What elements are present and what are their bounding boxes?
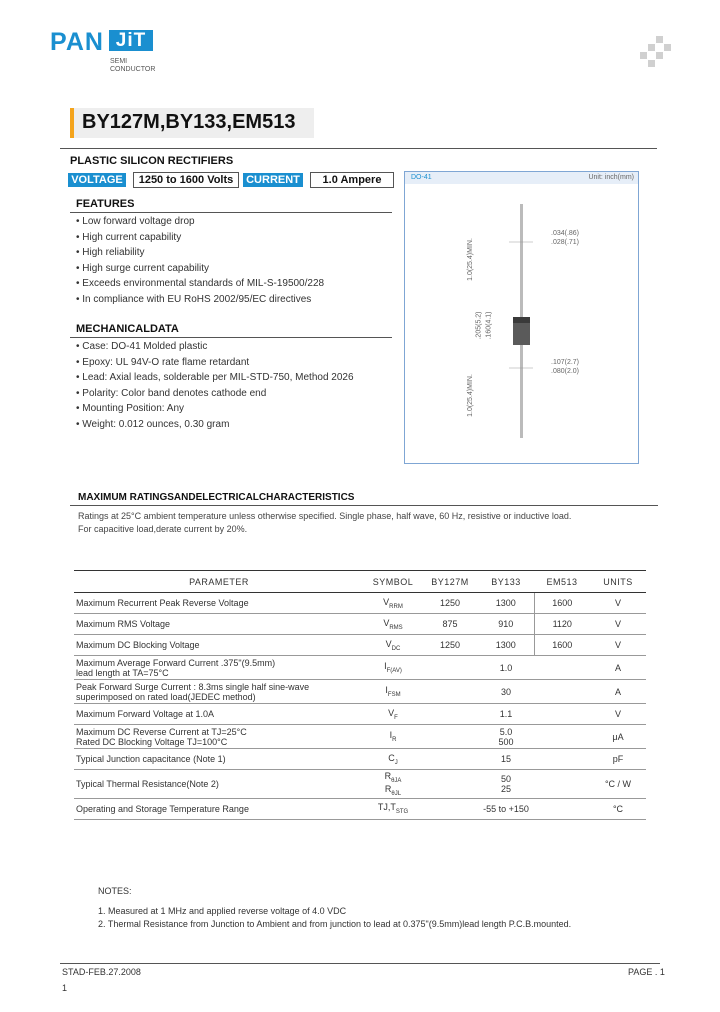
cell-units: V	[590, 614, 646, 635]
cell-symbol	[364, 770, 422, 799]
diode-lead-top	[520, 204, 523, 318]
table-header-row	[74, 571, 646, 593]
diagram-package-label: DO-41	[411, 174, 432, 181]
body-length-2: .160(4.1)	[485, 311, 493, 340]
symbol-sub: F(AV)	[386, 667, 402, 674]
note-1: 1. Measured at 1 MHz and applied reverse voltage of 4.0 VDC	[98, 906, 347, 916]
page-label: PAGE . 1	[628, 967, 665, 977]
cell-value	[422, 656, 590, 680]
symbol-sub: F	[394, 714, 398, 721]
divider	[70, 337, 392, 338]
table-row	[74, 749, 646, 770]
decor-square	[648, 44, 655, 51]
cell-parameter	[74, 635, 364, 656]
diagram-unit-label: Unit: inch(mm)	[588, 174, 634, 181]
logo-pan: PAN	[50, 28, 104, 56]
diode-drawing	[405, 172, 638, 463]
parameter-line: Maximum Recurrent Peak Reverse Voltage	[76, 598, 249, 608]
page-title: BY127M,BY133,EM513	[82, 111, 296, 133]
table-row	[74, 704, 646, 725]
symbol-main: V	[383, 617, 390, 628]
lead-dia-1: .034(.86)	[551, 230, 580, 237]
cell-parameter	[74, 614, 364, 635]
parameter-line: Maximum RMS Voltage	[76, 619, 171, 629]
parameter-line: Typical Thermal Resistance(Note 2)	[76, 778, 219, 789]
cell-units: V	[590, 704, 646, 725]
current-label: CURRENT	[243, 173, 303, 187]
symbol-sub: DC	[391, 645, 401, 652]
ratings-note-1: Ratings at 25°C ambient temperature unless otherwise specified. Single phase, half wave, 60 Hz, resistive or inductive load.	[78, 511, 572, 521]
body-dia-2: .080(2.0)	[551, 368, 580, 375]
logo-jit: JiT	[109, 30, 153, 51]
value-line: -55 to +150	[483, 803, 529, 814]
features-list	[76, 214, 324, 307]
cell-symbol	[364, 725, 422, 749]
symbol-line	[365, 708, 421, 721]
table-row	[74, 770, 646, 799]
col-symbol: SYMBOL	[364, 571, 422, 593]
mechanical-heading: MECHANICALDATA	[76, 323, 179, 335]
cell-symbol	[364, 749, 422, 770]
cell-symbol	[364, 680, 422, 704]
col-by133: BY133	[478, 571, 534, 593]
parameter-line: Maximum Forward Voltage at 1.0A	[76, 709, 215, 719]
value-line: 1.1	[499, 709, 513, 719]
ratings-heading: MAXIMUM RATINGSANDELECTRICALCHARACTERISTICS	[78, 492, 355, 503]
cell-value	[422, 770, 590, 799]
cell-em513: 1600	[534, 593, 590, 614]
page-number: 1	[62, 983, 68, 993]
symbol-sub: J	[394, 759, 398, 766]
cell-em513: 1120	[534, 614, 590, 635]
cell-by133: 910	[478, 614, 534, 635]
cell-parameter	[74, 749, 364, 770]
decor-square	[640, 52, 647, 59]
parameter-line: Rated DC Blocking Voltage TJ=100°C	[76, 736, 228, 747]
symbol-line	[365, 730, 421, 743]
cell-symbol	[364, 798, 422, 819]
symbol-line	[365, 771, 421, 784]
decor-square	[656, 52, 663, 59]
value-line: 5.0	[499, 726, 513, 737]
parameter-line: lead length at TA=75°C	[76, 667, 169, 678]
symbol-main: R	[384, 783, 392, 794]
list-item: • Lead: Axial leads, solderable per MIL-STD-750, Method 2026	[76, 372, 354, 383]
list-item: • Epoxy: UL 94V-O rate flame retardant	[76, 356, 250, 368]
col-em513: EM513	[534, 571, 590, 593]
features-heading: FEATURES	[76, 198, 135, 210]
decor-square	[664, 44, 671, 51]
symbol-sub: θJA	[391, 777, 402, 784]
diode-band-edge	[513, 317, 530, 323]
cell-by133: 1300	[478, 635, 534, 656]
voltage-value: 1250 to 1600 Volts	[133, 172, 239, 188]
list-item: • High surge current capability	[76, 262, 210, 274]
symbol-line	[365, 618, 421, 631]
list-item: • Weight: 0.012 ounces, 0.30 gram	[76, 418, 230, 430]
body-dia-1: .107(2.7)	[551, 359, 580, 366]
list-item: • High reliability	[76, 247, 145, 258]
list-item: • In compliance with EU RoHS 2002/95/EC directives	[76, 293, 312, 305]
parameter-line: Maximum Average Forward Current .375"(9.5mm)	[76, 657, 276, 668]
cell-by127m: 1250	[422, 593, 478, 614]
lead-length-top: 1.0(25.4)MIN.	[466, 238, 474, 281]
current-value: 1.0 Ampere	[310, 172, 394, 188]
parameter-line: Maximum DC Reverse Current at TJ=25°C	[76, 726, 247, 737]
lead-length-bottom: 1.0(25.4)MIN.	[466, 374, 474, 417]
cell-parameter	[74, 798, 364, 819]
cell-parameter	[74, 770, 364, 799]
list-item: • Case: DO-41 Molded plastic	[76, 341, 208, 352]
cell-symbol	[364, 635, 422, 656]
value-line: 25	[500, 783, 511, 794]
parameter-line: superimposed on rated load(JEDEC method)	[76, 691, 256, 702]
symbol-line	[365, 753, 421, 766]
cell-units: A	[590, 680, 646, 704]
cell-value	[422, 704, 590, 725]
symbol-sub: RMS	[389, 624, 403, 631]
cell-parameter	[74, 725, 364, 749]
cell-units: V	[590, 593, 646, 614]
table-row	[74, 635, 646, 656]
symbol-main: V	[385, 638, 392, 649]
cell-symbol	[364, 593, 422, 614]
cell-units: °C / W	[590, 770, 646, 799]
symbol-line	[365, 661, 421, 674]
cell-value	[422, 680, 590, 704]
cell-value	[422, 749, 590, 770]
col-by127m: BY127M	[422, 571, 478, 593]
cell-parameter	[74, 656, 364, 680]
symbol-main: V	[383, 596, 390, 607]
value-line: 50	[500, 773, 511, 784]
table-row	[74, 725, 646, 749]
mechanical-list	[76, 339, 354, 432]
value-line: 1.0	[499, 662, 513, 673]
divider	[70, 505, 658, 506]
table-row	[74, 680, 646, 704]
value-line: 15	[500, 754, 511, 764]
symbol-line	[365, 784, 421, 797]
voltage-label: VOLTAGE	[68, 173, 126, 187]
logo-semi: SEMI	[110, 58, 128, 65]
symbol-main: TJ,T	[377, 802, 396, 813]
cell-parameter	[74, 680, 364, 704]
ratings-note-2: For capacitive load,derate current by 20%.	[78, 524, 248, 534]
list-item: • Mounting Position: Any	[76, 403, 185, 414]
table-row	[74, 614, 646, 635]
symbol-sub: RRM	[389, 603, 403, 610]
parameter-line: Peak Forward Surge Current : 8.3ms single half sine-wave	[76, 681, 310, 692]
cell-parameter	[74, 704, 364, 725]
col-units: UNITS	[590, 571, 646, 593]
cell-by133: 1300	[478, 593, 534, 614]
note-2: 2. Thermal Resistance from Junction to Ambient and from junction to lead at 0.375"(9.5mm)lead length P.C.B.mounted.	[98, 919, 572, 929]
symbol-line	[365, 597, 421, 610]
table-row	[74, 656, 646, 680]
cell-units: μA	[590, 725, 646, 749]
symbol-line	[365, 639, 421, 652]
symbol-sub: θJL	[391, 790, 402, 797]
cell-em513: 1600	[534, 635, 590, 656]
symbol-line	[365, 685, 421, 698]
table-row	[74, 798, 646, 819]
table-row	[74, 593, 646, 614]
symbol-main: V	[388, 707, 395, 718]
ratings-table	[74, 570, 646, 820]
cell-symbol	[364, 704, 422, 725]
symbol-main: I	[389, 730, 393, 741]
divider	[60, 148, 657, 149]
symbol-main: C	[388, 752, 395, 763]
cell-units: pF	[590, 749, 646, 770]
parameter-line: Operating and Storage Temperature Range	[76, 803, 249, 814]
doc-date: STAD-FEB.27.2008	[62, 967, 141, 977]
divider	[70, 212, 392, 213]
list-item: • Exceeds environmental standards of MIL-S-19500/228	[76, 278, 325, 289]
divider	[60, 963, 660, 964]
body-length-1: .205(5.2)	[475, 311, 483, 340]
cell-units: V	[590, 635, 646, 656]
cell-by127m: 1250	[422, 635, 478, 656]
symbol-main: I	[385, 685, 388, 696]
cell-symbol	[364, 656, 422, 680]
symbol-main: I	[384, 661, 387, 672]
package-diagram	[404, 171, 639, 464]
value-line: 30	[500, 686, 511, 697]
decor-square	[656, 36, 663, 43]
col-parameter: PARAMETER	[74, 571, 364, 593]
cell-parameter	[74, 593, 364, 614]
lead-dia-2: .028(.71)	[551, 239, 580, 246]
list-item: • High current capability	[76, 231, 182, 243]
parameter-line: Typical Junction capacitance (Note 1)	[76, 754, 226, 764]
decor-square	[648, 60, 655, 67]
product-type: PLASTIC SILICON RECTIFIERS	[70, 155, 234, 167]
value-line: 500	[498, 736, 514, 747]
logo-conductor: CONDUCTOR	[110, 66, 156, 73]
cell-units: °C	[590, 798, 646, 819]
list-item: • Polarity: Color band denotes cathode end	[76, 387, 267, 399]
diode-lead-bottom	[520, 345, 523, 438]
cell-by127m: 875	[422, 614, 478, 635]
parameter-line: Maximum DC Blocking Voltage	[76, 640, 200, 650]
cell-value	[422, 725, 590, 749]
notes-heading: NOTES:	[98, 886, 132, 896]
cell-symbol	[364, 614, 422, 635]
cell-units: A	[590, 656, 646, 680]
cell-value	[422, 798, 590, 819]
list-item: • Low forward voltage drop	[76, 216, 195, 227]
symbol-sub: FSM	[387, 691, 401, 698]
symbol-sub: R	[392, 736, 397, 743]
symbol-sub: STG	[395, 808, 409, 815]
symbol-line	[365, 802, 421, 815]
symbol-main: R	[384, 771, 392, 781]
